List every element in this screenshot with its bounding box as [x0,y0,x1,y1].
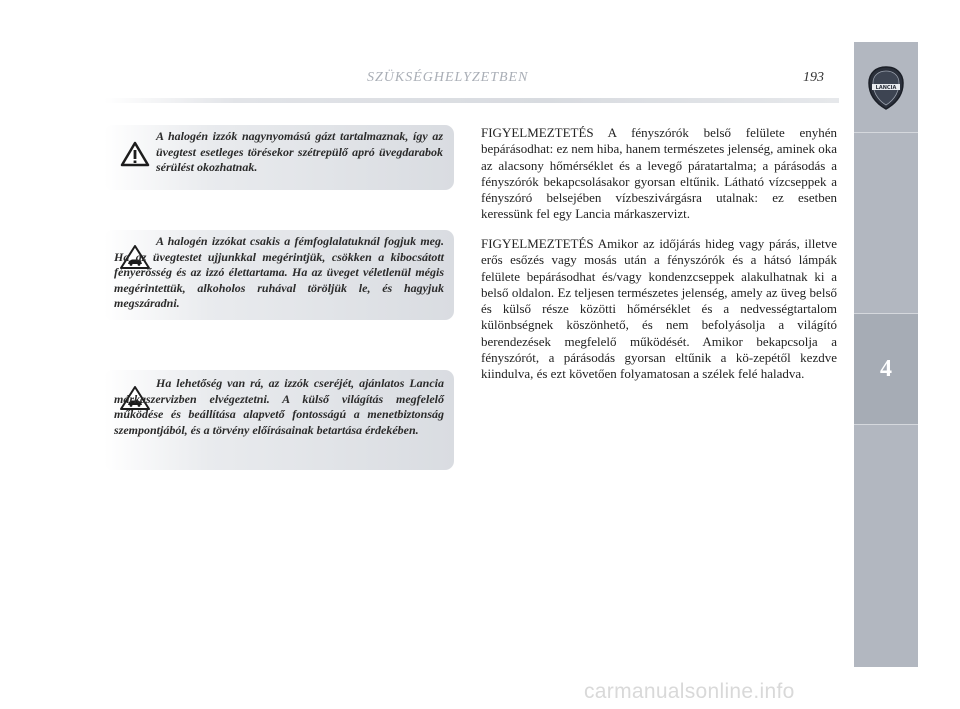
warning-box [104,230,454,320]
chapter-number: 4 [880,356,892,382]
paragraph-condensation-warning: FIGYELMEZTETÉS Amikor az időjárás hideg vagy párás, illetve erős esőzés vagy mosás után a fényszórók és a hátsó lámpák felülete bepárásodhat és/vagy kondenzcseppek alakulhatnak ki a belső oldalon. Ez teljesen természetes jelenség, amely az üveg belső és külső része közötti hőmérséklet és a nedvességtartalom különbségnek köszönhető, és nem befolyásolja a világító berendezések megfelelő működését. Amikor bekapcsolja a fényszórót, a párásodás gyorsan eltűnik a kö-zepétől kezdve kiindulva, és ezt követően folyamatosan a szélek felé haladva. [481,236,837,382]
chapter-tab-cell[interactable] [854,314,918,424]
tab-divider [854,424,918,425]
lancia-logo-icon [866,65,906,111]
warning-box [104,125,454,190]
paragraph-fogging-warning: FIGYELMEZTETÉS A fényszórók belső felülete enyhén bepárásodhat: ez nem hiba, hanem természetes jelenség, aminek oka az alacsony hőmérséklet és a levegő páratartalma; a párásodás a fényszórók bekapcsolásakor gyorsan eltűnik. Látható vízcseppek a fényszóró belsejében vízbeszivárgásra utalnak: ez esetben keressünk fel egy Lancia márkaszervizt. [481,125,837,222]
chapter-side-tab [854,42,918,667]
warning-text: A halogén izzók nagynyomású gázt tartalmaznak, így az üvegtest esetleges törésekor szétrepülő apró üvegdarabok sérülést okozhatnak. [156,129,443,174]
svg-text:LANCIA: LANCIA [875,85,897,91]
page-number: 193 [803,70,824,85]
tab-divider [854,132,918,133]
tab-divider [854,313,918,314]
section-title: SZÜKSÉGHELYZETBEN [367,70,529,85]
warning-text: Ha lehetőség van rá, az izzók cseréjét, ajánlatos Lancia márkaszervizben elvégeztetni. A külső világítás megfelelő működése és beállítása alapvető fontosságú a menetbiztonság szempontjából, és a törvény előírásainak betartása érdekében. [114,376,444,437]
warning-text: A halogén izzókat csakis a fémfoglalatuknál fogjuk meg. Ha az üvegtestet ujjunkkal megérintjük, csökken a kibocsátott fényerősség és az izzó élettartama. Ha az üveget véletlenül mégis megérintettük, alkoholos ruhával töröljük le, és hagyjuk megszáradni. [114,234,444,310]
warning-triangle-icon [120,141,150,167]
header-rule [104,98,839,103]
warning-box [104,370,454,470]
watermark: carmanualsonline.info [584,680,795,703]
